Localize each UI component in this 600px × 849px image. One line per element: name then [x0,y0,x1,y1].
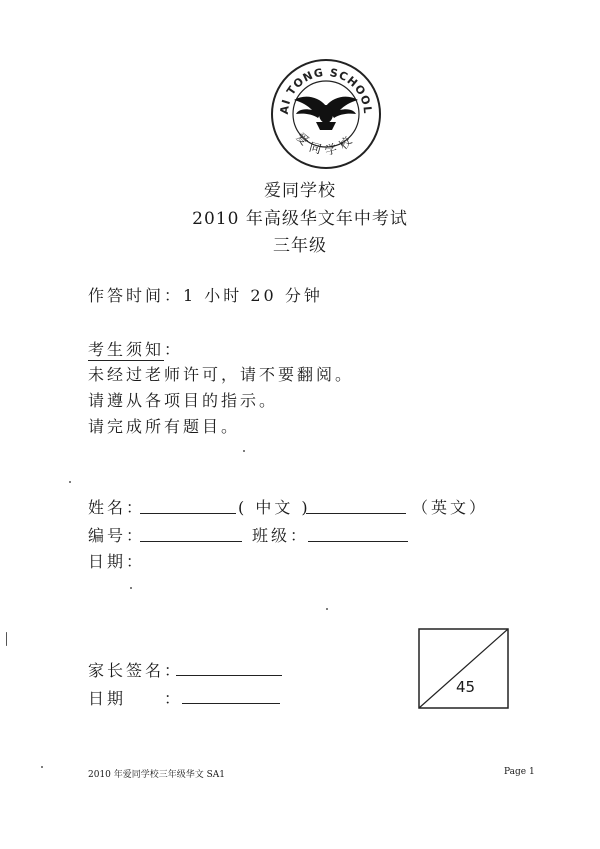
scan-speck [69,481,71,483]
instructions-title-row: 考生须知： [88,340,184,359]
name-english-field[interactable] [306,513,406,514]
english-label: （英文） [412,498,489,517]
number-field[interactable] [140,541,242,542]
parent-signature-field[interactable] [176,675,282,676]
scan-speck [6,632,7,646]
score-box [418,628,510,710]
date-label: 日期： [88,552,146,571]
instructions-title: 考生须知 [88,340,165,359]
time-row [88,283,323,306]
footer-page: Page 1 [504,767,535,777]
parent-date-label: 日期 [88,689,127,708]
winged-emblem-icon [294,97,358,130]
chinese-label: ( 中文 ) [238,498,311,517]
parent-date-field[interactable] [182,703,280,704]
scan-speck [243,450,245,452]
class-label: 班级： [252,526,310,545]
school-name: 爱同学校 [264,181,336,201]
parent-signature-label: 家长签名： [88,661,184,680]
time-value: 1 小时 20 分钟 [183,286,323,305]
grade-label: 三年级 [273,236,327,256]
name-chinese-field[interactable] [140,513,236,514]
school-logo [268,56,384,172]
name-label: 姓名： [88,498,146,517]
logo-chinese-text: 爱同学校 [293,129,359,159]
scan-speck [130,587,132,589]
score-total: 45 [456,678,476,696]
instruction-item: 请遵从各项目的指示。 [88,391,279,410]
number-label: 编号： [88,526,146,545]
footer-left: 2010 年爱同学校三年级华文 SA1 [88,770,226,780]
scan-speck [326,608,328,610]
scan-speck [41,766,43,768]
parent-date-colon: ： [164,689,184,708]
time-label: 作答时间： [88,286,184,305]
instruction-item: 请完成所有题目。 [88,417,241,436]
class-field[interactable] [308,541,408,542]
instruction-item: 未经过老师许可，请不要翻阅。 [88,365,355,384]
exam-title: 2010 年高级华文年中考试 [192,209,408,229]
logo-ring-text: AI TONG SCHOOL [277,65,375,115]
